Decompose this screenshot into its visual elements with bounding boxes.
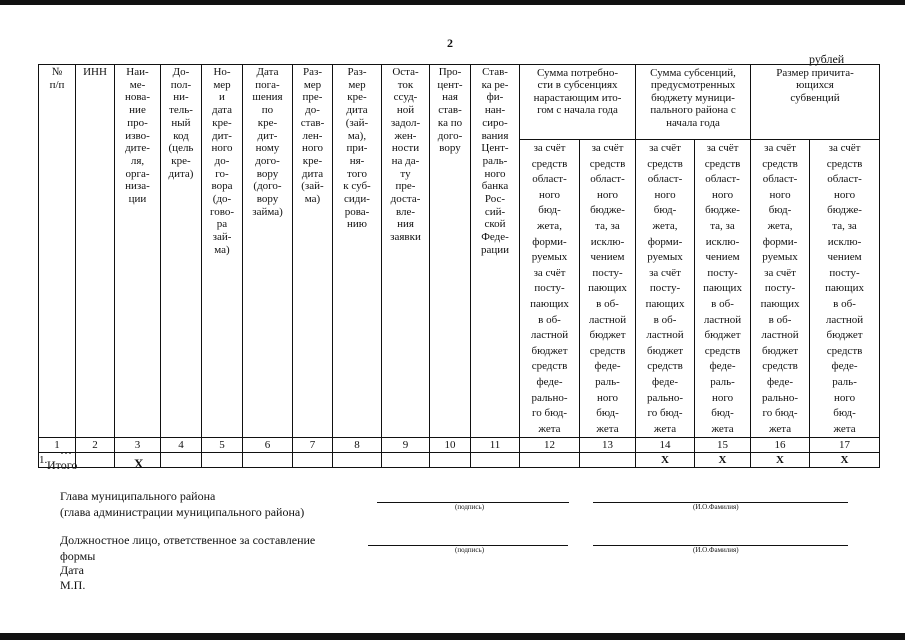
row-index: 1.	[39, 452, 76, 467]
col-header-9: Оста- ток ссуд- ной задол- жен- ности на да- ту пре- доста- вле- ния заявки	[382, 65, 430, 438]
col-header-6: Дата пога- шения по кре- дит- ному дого- вору (дого- вору займа)	[243, 65, 293, 438]
group-header-due: Размер причита- ющихся субвенций	[751, 65, 880, 140]
subcol-header-14: за счёт средств област- ного бюд- жета, форми- руемых за счёт посту- пающих в об- ластной бюджет средств феде- рально- го бюд- жета	[636, 140, 695, 438]
table-row	[39, 452, 880, 467]
page-number: 2	[447, 36, 453, 50]
group-header-planned: Сумма субсенций, предусмотренных бюджету муници- пального района с начала года	[636, 65, 751, 140]
col-num-13: 13	[580, 438, 636, 453]
head-signature-title: Глава муниципального района (глава администрации муниципального района)	[60, 489, 305, 519]
col-num-1: 1	[39, 438, 76, 453]
col-num-17: 17	[810, 438, 880, 453]
stamp-label: М.П.	[60, 578, 86, 592]
col-num-12: 12	[520, 438, 580, 453]
col-header-2: ИНН	[76, 65, 115, 438]
total-label: Итого	[47, 458, 78, 472]
group-header-need: Сумма потребно- сти в субсенциях нарастающим ито- гом с начала года	[520, 65, 636, 140]
head-signature-caption: (подпись)	[455, 503, 485, 511]
col-num-15: 15	[695, 438, 751, 453]
subcol-header-13: за счёт средств област- ного бюдже- та, за исклю- чением посту- пающих в об- ластной бюджет средств феде- раль- ного бюд- жета	[580, 140, 636, 438]
col-num-2: 2	[76, 438, 115, 453]
column-number-row	[39, 438, 880, 453]
col-num-5: 5	[202, 438, 243, 453]
official-signature-title: Должностное лицо, ответственное за составление формы	[60, 533, 316, 563]
subcol-header-15: за счёт средств област- ного бюдже- та, за исклю- чением посту- пающих в об- ластной бюджет средств феде- раль- ного бюд- жета	[695, 140, 751, 438]
official-signature-caption: (подпись)	[455, 546, 485, 554]
subcol-header-16: за счёт средств област- ного бюд- жета, форми- руемых за счёт посту- пающих в об- ластной бюджет средств феде- рально- го бюд- жета	[751, 140, 810, 438]
col-header-1: № п/п	[39, 65, 76, 438]
subsidy-table	[38, 64, 880, 468]
currency-note: рублей	[809, 52, 845, 66]
col-header-7: Раз- мер пре- до- став- лен- ного кре- дита (зай- ма)	[293, 65, 333, 438]
col-header-10: Про- цент- ная став- ка по дого- вору	[430, 65, 471, 438]
col-header-3: Наи- ме- нова- ние про- изво- дите- ля, орга- низа- ции	[115, 65, 161, 438]
col-header-11: Став- ка ре- фи- нан- сиро- вания Цент- раль- ного банка Рос- сий- ской Феде- рации	[471, 65, 520, 438]
date-label: Дата	[60, 563, 84, 577]
col-header-5: Но- мер и дата кре- дит- ного до- го- вора (до- гово- ра зай- ма)	[202, 65, 243, 438]
cell-col14-mark: X	[636, 452, 695, 467]
col-num-14: 14	[636, 438, 695, 453]
col-num-8: 8	[333, 438, 382, 453]
scan-top-border	[0, 0, 905, 5]
cell-col16-mark: X	[751, 452, 810, 467]
total-mark: X	[134, 456, 144, 471]
scan-bottom-border	[0, 633, 905, 640]
header-row	[39, 65, 880, 140]
col-num-6: 6	[243, 438, 293, 453]
col-num-10: 10	[430, 438, 471, 453]
col-num-16: 16	[751, 438, 810, 453]
official-name-caption: (И.О.Фамилия)	[693, 546, 739, 554]
col-num-7: 7	[293, 438, 333, 453]
col-num-4: 4	[161, 438, 202, 453]
col-num-3: 3	[115, 438, 161, 453]
subcol-header-17: за счёт средств област- ного бюдже- та, за исклю- чением посту- пающих в об- ластной бюджет средств феде- раль- ного бюд- жета	[810, 140, 880, 438]
col-num-11: 11	[471, 438, 520, 453]
col-header-4: До- пол- ни- тель- ный код (цель кре- дита)	[161, 65, 202, 438]
head-name-caption: (И.О.Фамилия)	[693, 503, 739, 511]
cell-col15-mark: X	[695, 452, 751, 467]
col-num-9: 9	[382, 438, 430, 453]
ellipsis-row: …	[60, 443, 72, 457]
cell-col17-mark: X	[810, 452, 880, 467]
col-header-8: Раз- мер кре- дита (зай- ма), при- ня- того к суб- сиди- рова- нию	[333, 65, 382, 438]
subcol-header-12: за счёт средств област- ного бюд- жета, форми- руемых за счёт посту- пающих в об- ластной бюджет средств феде- рально- го бюд- жета	[520, 140, 580, 438]
